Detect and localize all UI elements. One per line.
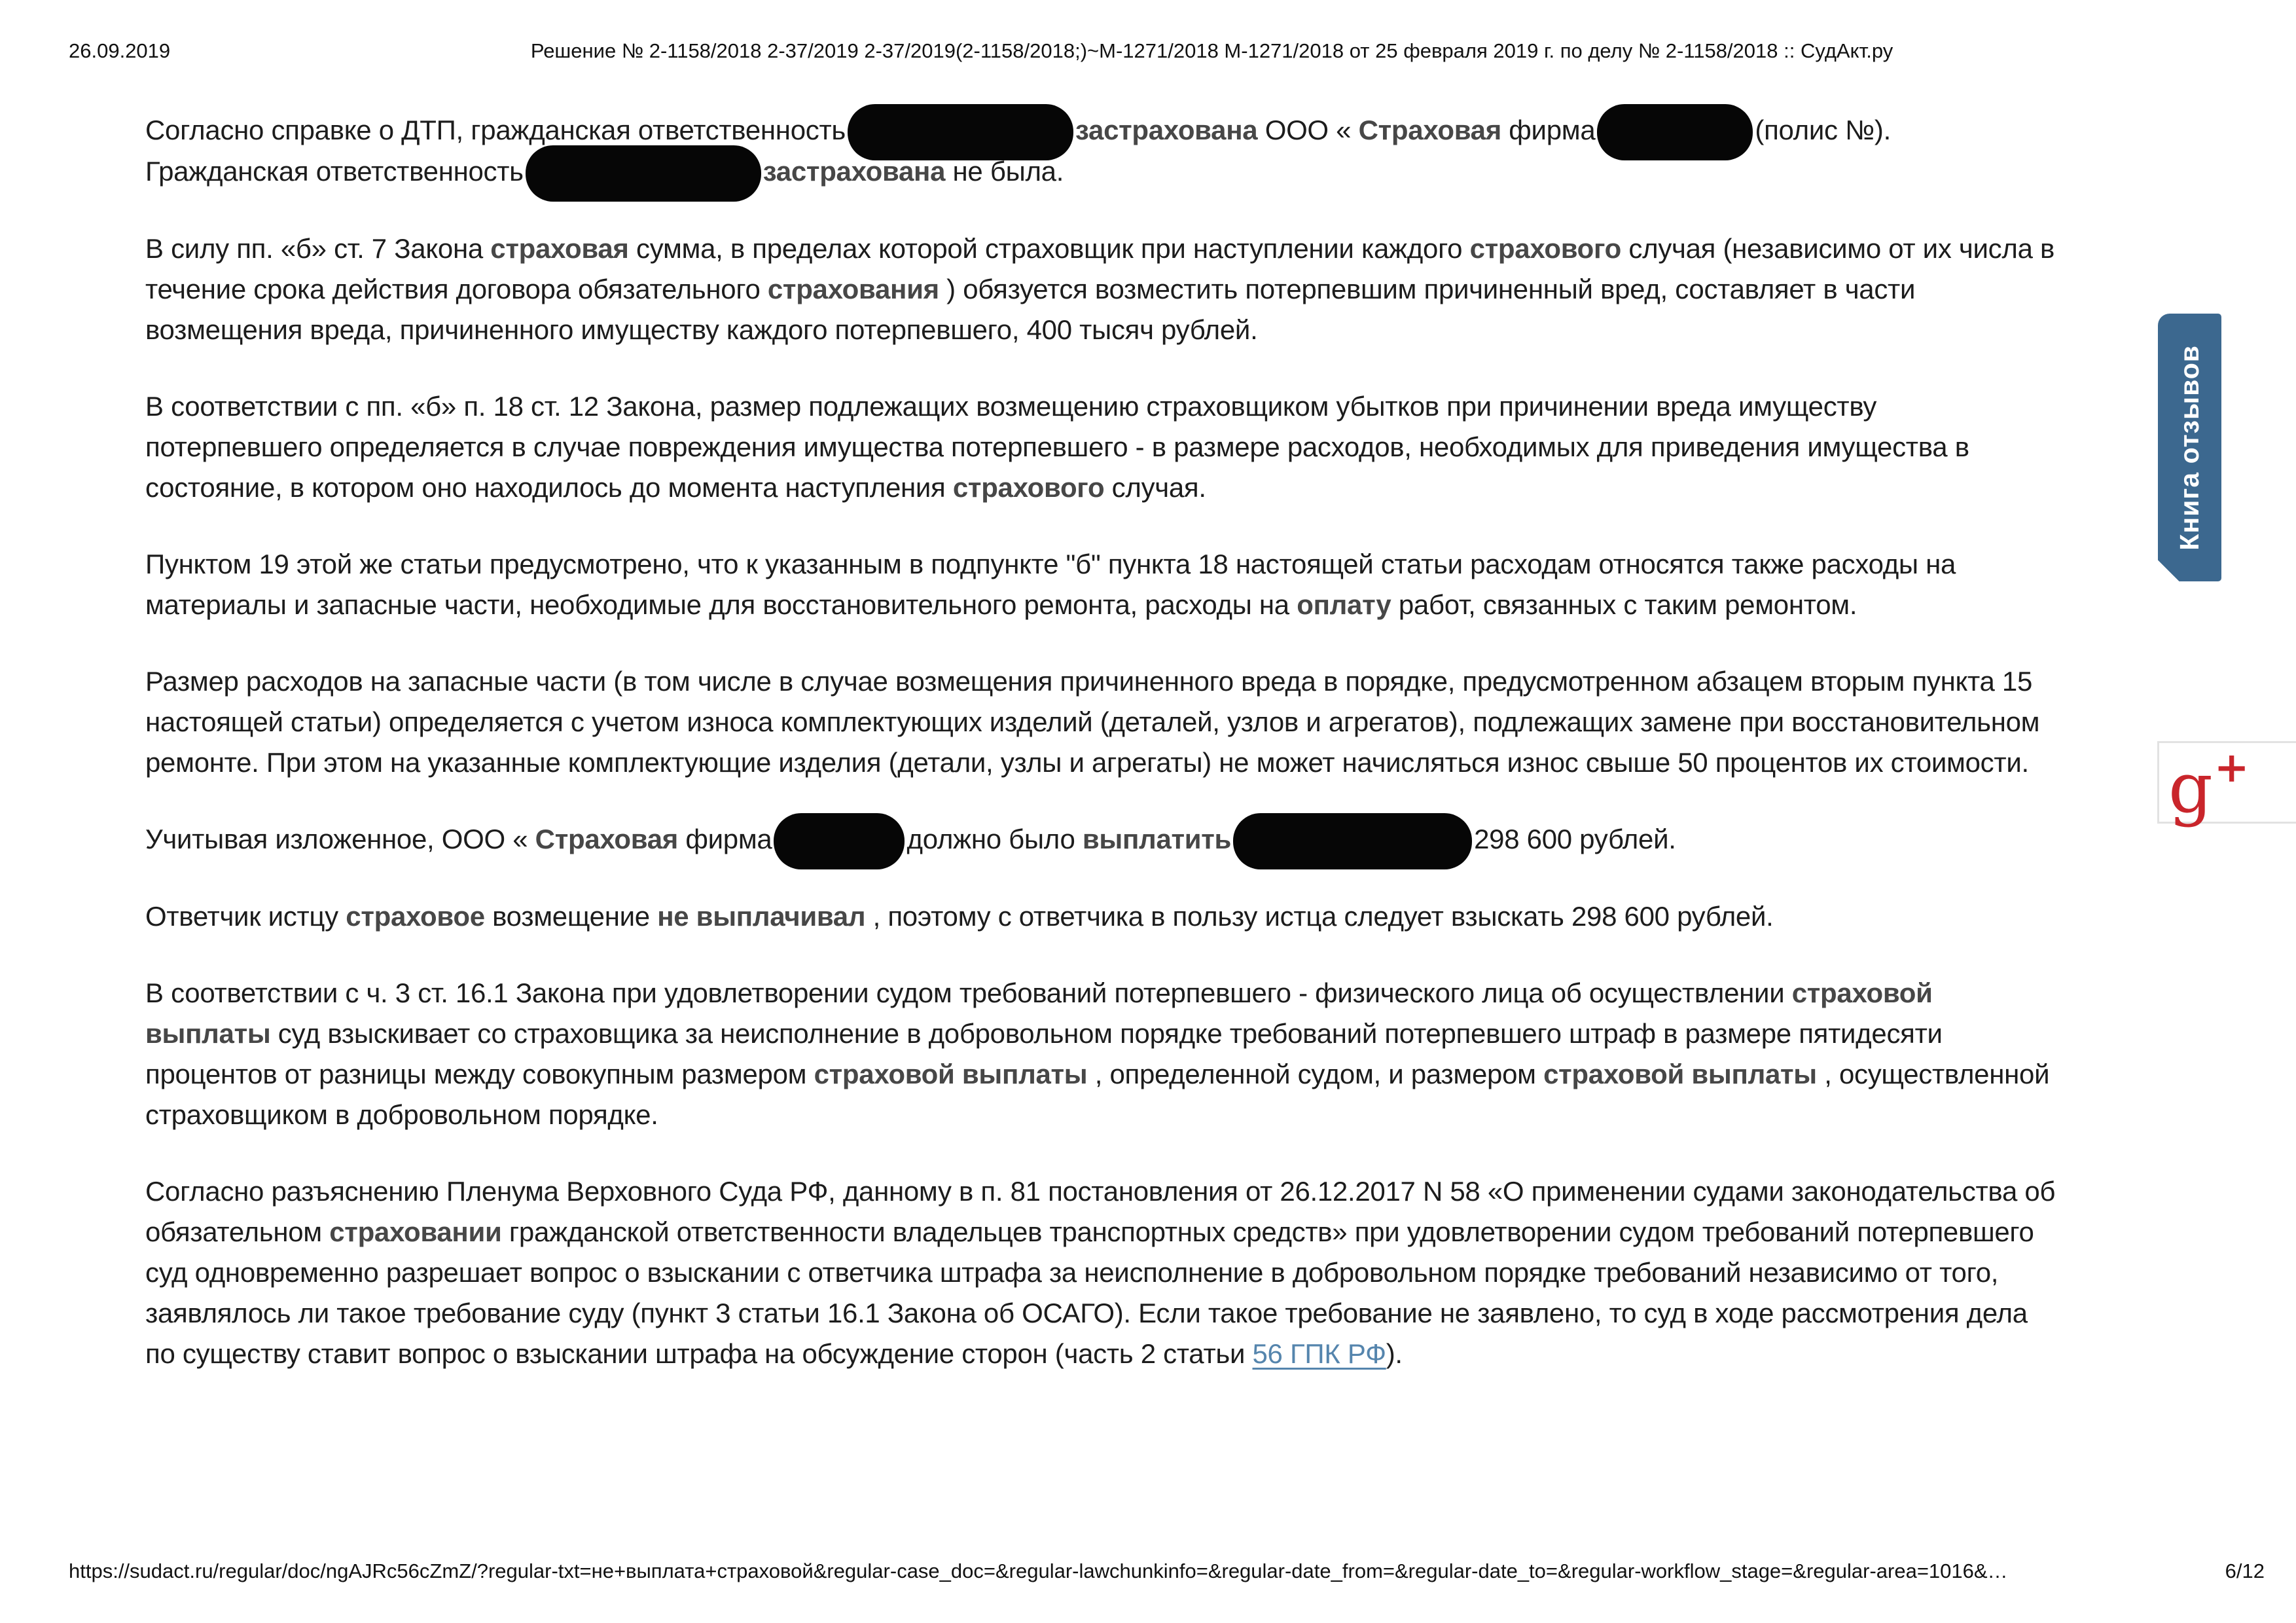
text-segment: В соответствии с ч. 3 ст. 16.1 Закона при удовлетворении судом требований потерпевшего - физического лица об осуществлении xyxy=(145,977,1792,1008)
text-segment: (полис №). Гражданская ответственность xyxy=(145,115,1891,187)
document-body xyxy=(145,110,2056,1410)
paragraph-1 xyxy=(145,110,2056,192)
text-segment: , поэтому с ответчика в пользу истца следует взыскать 298 600 рублей. xyxy=(865,900,1774,932)
text-segment: ООО « xyxy=(1257,115,1359,145)
text-segment: Размер расходов на запасные части (в том числе в случае возмещения причиненного вреда в порядке, предусмотренном абзацем вторым пункта 15 настоящей статьи) определяется с учетом износа комплектующих изделий (деталей, узлов и агрегатов), подлежащих замене при восстановительном ремонте. При этом на указанные комплектующие изделия (детали, узлы и агрегаты) не может начисляться износ свыше 50 процентов их стоимости. xyxy=(145,665,2040,778)
text-segment: суд взыскивает со страховщика за неисполнение в добровольном порядке требований потерпевшего штраф в размере пятидесяти процентов от разницы между совокупным размером xyxy=(145,1017,1943,1089)
feedback-tab-fold xyxy=(2136,560,2179,602)
text-segment: , осуществленной страховщиком в добровольном порядке. xyxy=(145,1058,2050,1130)
highlighted-term: страхового xyxy=(952,471,1105,503)
paragraph-4 xyxy=(145,544,2056,625)
highlighted-term: выплатить xyxy=(1082,823,1232,854)
text-segment: должно было xyxy=(906,823,1083,854)
text-segment: В соответствии с пп. «б» п. 18 ст. 12 Закона, размер подлежащих возмещению страховщиком убытков при причинении вреда имуществу потерпевшего определяется в случае повреждения имущества потерпевшего - в размере расходов, необходимых для приведения имущества в состояние, в котором оно находилось до момента наступления xyxy=(145,390,1969,503)
text-segment: Ответчик истцу xyxy=(145,900,346,932)
highlighted-term: страховой выплаты xyxy=(814,1058,1088,1089)
highlighted-term: Страховая xyxy=(535,823,678,854)
page-title: Решение № 2-1158/2018 2-37/2019 2-37/2019(2-1158/2018;)~М-1271/2018 М-1271/2018 от 25 февраля 2019 г. по делу № 2-1158/2018 :: СудАкт.ру xyxy=(530,39,1893,62)
google-plus-icon: g xyxy=(2168,748,2213,828)
redaction-box xyxy=(1233,813,1472,869)
print-date: 26.09.2019 xyxy=(69,39,171,62)
highlighted-term: страхового xyxy=(1469,232,1622,264)
text-segment: В силу пп. «б» ст. 7 Закона xyxy=(145,232,491,264)
highlighted-term: страховая xyxy=(490,232,629,264)
text-segment: фирма xyxy=(1501,115,1596,145)
redaction-box xyxy=(848,104,1073,160)
redaction-box xyxy=(526,145,761,202)
footer-url: https://sudact.ru/regular/doc/ngAJRc56cZmZ/?regular-txt=не+выплата+страховой&regular-case_doc=&regular-lawchunkinfo=&regular-date_from=&regular-date_to=&regular-workflow_stage=&regular-area=1016&… xyxy=(69,1559,2008,1582)
text-segment: сумма, в пределах которой страховщик при наступлении каждого xyxy=(628,232,1470,264)
text-segment: работ, связанных с таким ремонтом. xyxy=(1391,589,1857,620)
google-plus-icon-plus: + xyxy=(2214,743,2250,792)
page-indicator: 6/12 xyxy=(2225,1559,2265,1582)
text-segment: 298 600 рублей. xyxy=(1474,823,1676,854)
paragraph-8 xyxy=(145,973,2056,1135)
text-segment: ) обязуется возместить потерпевшим причиненный вред, составляет в части возмещения вреда, причиненного имуществу каждого потерпевшего, 400 тысяч рублей. xyxy=(145,273,1916,345)
print-footer xyxy=(69,1559,2265,1583)
text-segment: возмещение xyxy=(484,900,658,932)
text-segment: Учитывая изложенное, ООО « xyxy=(145,823,535,854)
paragraph-7 xyxy=(145,896,2056,937)
text-segment: случая. xyxy=(1104,471,1206,503)
paragraph-5 xyxy=(145,661,2056,783)
paragraph-6 xyxy=(145,819,2056,860)
text-segment: фирма xyxy=(678,823,772,854)
highlighted-term: оплату xyxy=(1297,589,1391,620)
text-segment: случая (независимо от их числа в течение срока действия договора обязательного xyxy=(145,232,2055,304)
law-link[interactable]: 56 ГПК РФ xyxy=(1252,1338,1386,1369)
highlighted-term: не выплачивал xyxy=(657,900,866,932)
highlighted-term: страховой выплаты xyxy=(1543,1058,1817,1089)
redaction-box xyxy=(1597,104,1753,160)
text-segment: Согласно справке о ДТП, гражданская ответственность xyxy=(145,115,846,145)
paragraph-2 xyxy=(145,228,2056,350)
text-segment: Пунктом 19 этой же статьи предусмотрено, что к указанным в подпункте "б" пункта 18 настоящей статьи расходам относятся также расходы на материалы и запасные части, необходимые для восстановительного ремонта, расходы на xyxy=(145,548,1956,620)
redaction-box xyxy=(774,813,905,869)
google-plus-button[interactable] xyxy=(2157,741,2296,828)
paragraph-3 xyxy=(145,386,2056,508)
text-segment: , определенной судом, и размером xyxy=(1087,1058,1544,1089)
text-segment: ). xyxy=(1386,1338,1403,1369)
paragraph-9 xyxy=(145,1171,2056,1374)
highlighted-term: страховой выплаты xyxy=(145,977,1933,1049)
highlighted-term: застрахована xyxy=(762,155,946,187)
highlighted-term: Страховая xyxy=(1358,115,1501,145)
highlighted-term: страховании xyxy=(329,1216,502,1247)
text-segment: Согласно разъяснению Пленума Верховного Суда РФ, данному в п. 81 постановления от 26.12.2017 N 58 «О применении судами законодательства об обязательном xyxy=(145,1175,2056,1247)
feedback-tab-label: Книга отзывов xyxy=(2174,344,2204,551)
feedback-tab[interactable] xyxy=(2158,314,2221,581)
print-header xyxy=(69,39,2227,63)
highlighted-term: застрахована xyxy=(1075,115,1258,145)
highlighted-term: страхования xyxy=(767,273,939,304)
text-segment: не была. xyxy=(945,155,1064,187)
text-segment: гражданской ответственности владельцев транспортных средств» при удовлетворении судом требований потерпевшего суд одновременно разрешает вопрос о взыскании с ответчика штрафа за неисполнение в добровольном порядке требований независимо от того, заявлялось ли такое требование суду (пункт 3 статьи 16.1 Закона об ОСАГО). Если такое требование не заявлено, то суд в ходе рассмотрения дела по существу ставит вопрос о взыскании штрафа на обсуждение сторон (часть 2 статьи xyxy=(145,1216,2034,1369)
highlighted-term: страховое xyxy=(346,900,485,932)
